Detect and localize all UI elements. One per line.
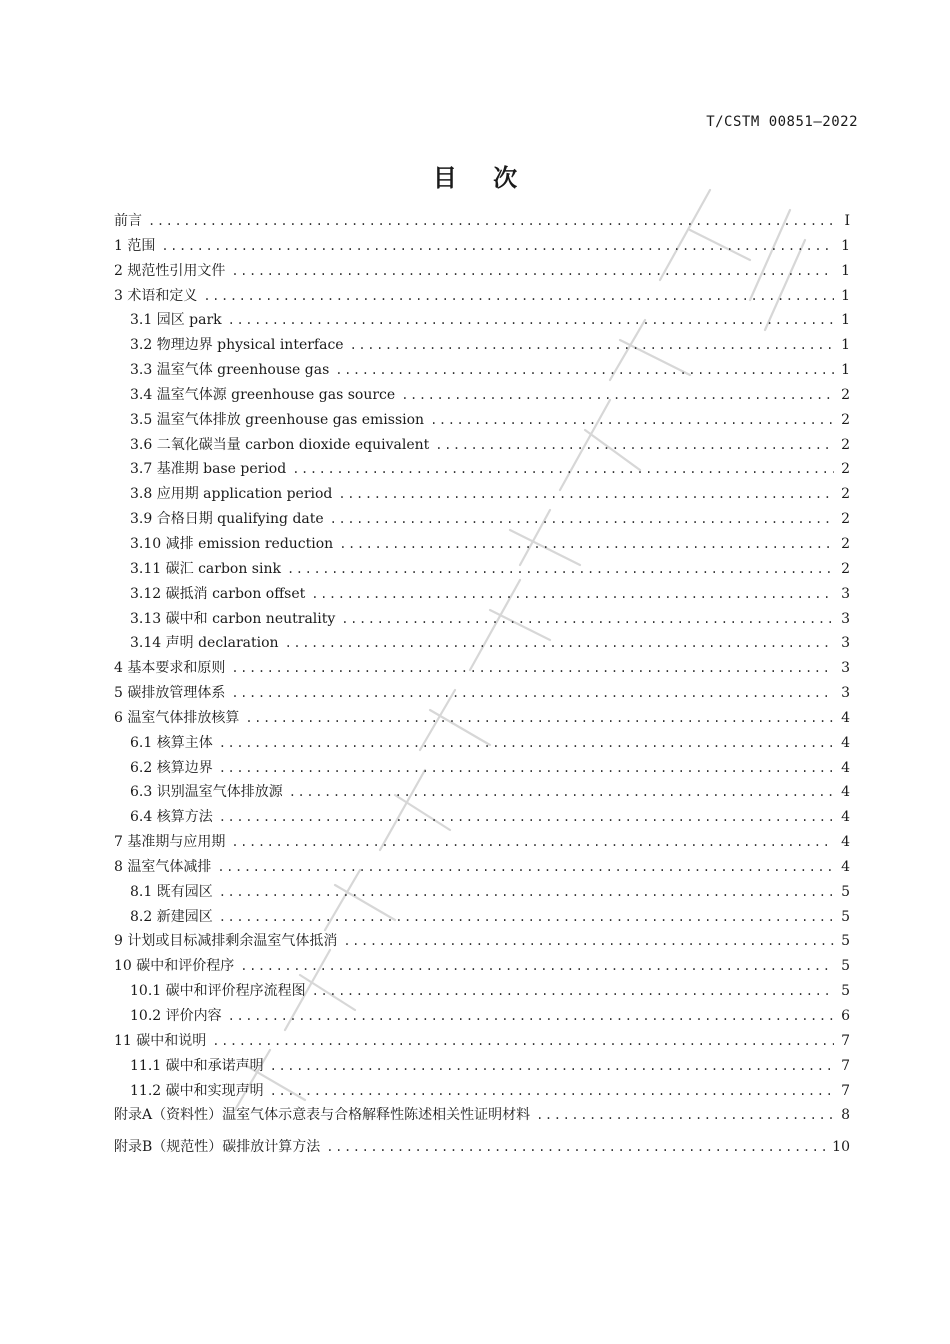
toc-dot-leader [292,457,834,482]
toc-page-number: 6 [841,1008,850,1024]
toc-dot-leader [219,731,834,756]
toc-entry[interactable] [114,457,850,482]
toc-page-number: 2 [841,461,850,478]
toc-entry-title: 3.2 物理边界 physical interface [130,337,344,354]
toc-entry-title: 3.12 碳抵消 carbon offset [130,585,306,602]
toc-dot-leader [270,1054,834,1079]
toc-entry-title: 6.2 核算边界 [130,759,213,776]
toc-entry-title: 2 规范性引用文件 [114,262,226,279]
toc-dot-leader [240,954,834,979]
document-code: T/CSTM 00851—2022 [706,114,858,130]
toc-page-number: 2 [841,511,850,528]
toc-entry[interactable] [114,855,850,880]
toc-entry[interactable] [114,954,850,979]
toc-entry[interactable] [114,1103,850,1128]
toc-dot-leader [228,308,834,333]
toc-dot-leader [231,259,834,284]
toc-entry[interactable] [114,433,850,458]
toc-entry-title: 3.4 温室气体源 greenhouse gas source [130,386,396,403]
toc-dot-leader [231,656,834,681]
toc-entry-title: 6.4 核算方法 [130,809,213,826]
toc-entry-title: 5 碳排放管理体系 [114,685,226,702]
toc-entry-title: 10.2 评价内容 [130,1008,222,1024]
toc-dot-leader [326,1135,826,1160]
toc-entry-title: 3.6 二氧化碳当量 carbon dioxide equivalent [130,436,430,453]
toc-page-number: 2 [841,535,850,552]
toc-dot-leader [341,607,834,632]
toc-page-number: 8 [841,1107,850,1124]
toc-dot-leader [219,805,834,830]
toc-entry-title: 3.3 温室气体 greenhouse gas [130,362,330,379]
toc-entry[interactable] [114,333,850,358]
toc-dot-leader [212,1029,834,1054]
toc-page-number: 4 [841,834,850,851]
toc-dot-leader [401,383,834,408]
toc-entry[interactable] [114,706,850,731]
toc-page-number: I [844,213,850,229]
toc-dot-leader [339,532,834,557]
toc-page-number: 1 [841,287,850,304]
toc-dot-leader [285,631,834,656]
toc-page-number: 3 [841,610,850,627]
toc-entry-title: 11 碳中和说明 [114,1032,207,1049]
toc-entry[interactable] [114,1004,850,1029]
toc-page-number: 1 [841,312,850,329]
toc-entry-title: 3.7 基准期 base period [130,461,287,478]
toc-page-number: 1 [841,337,850,354]
toc-page-number: 4 [841,709,850,726]
toc-entry[interactable] [114,209,850,234]
toc-entry-title: 8 温室气体减排 [114,858,212,875]
toc-entry[interactable] [114,383,850,408]
toc-page-number: 5 [841,908,850,925]
toc-dot-leader [219,905,834,930]
toc-page-number: 5 [841,983,850,1000]
toc-entry-title: 8.1 既有园区 [130,883,213,900]
toc-dot-leader [228,1004,834,1029]
toc-entry-title: 11.1 碳中和承诺声明 [130,1057,264,1074]
toc-page-number: 2 [841,486,850,503]
toc-page-number: 3 [841,660,850,677]
toc-entry[interactable] [114,979,850,1004]
toc-dot-leader [311,582,834,607]
toc-entry[interactable] [114,308,850,333]
toc-entry[interactable] [114,756,850,781]
toc-page-number: 3 [841,585,850,602]
toc-page-number: 7 [841,1057,850,1074]
toc-entry-title: 10.1 碳中和评价程序流程图 [130,983,306,1000]
toc-entry[interactable] [114,482,850,507]
toc-entry[interactable] [114,656,850,681]
toc-dot-leader [270,1079,834,1104]
toc-entry[interactable] [114,607,850,632]
toc-entry-title: 3.14 声明 declaration [130,635,279,652]
toc-dot-leader [231,681,834,706]
toc-page-number: 7 [841,1082,850,1099]
toc-entry-title: 8.2 新建园区 [130,908,213,925]
toc-page-number: 2 [841,560,850,577]
toc-page-number: 4 [841,858,850,875]
toc-dot-leader [312,979,834,1004]
toc-entry[interactable] [114,408,850,433]
toc-dot-leader [217,855,834,880]
toc-entry-title: 3.11 碳汇 carbon sink [130,560,281,577]
toc-page-number: 5 [841,883,850,900]
toc-entry[interactable] [114,929,850,954]
toc-title: 目 次 [432,164,532,192]
toc-entry[interactable] [114,1054,850,1079]
toc-dot-leader [536,1103,834,1128]
toc-page-number: 4 [841,759,850,776]
toc-entry-title: 前言 [114,213,142,229]
toc-dot-leader [287,557,834,582]
toc-dot-leader [148,209,834,234]
toc-dot-leader [343,929,834,954]
toc-page-number: 4 [841,734,850,751]
toc-entry-title: 附录A（资料性）温室气体示意表与合格解释性陈述相关性证明材料 [114,1107,531,1124]
toc-page-number: 3 [841,685,850,702]
toc-entry[interactable] [114,805,850,830]
toc-entry-title: 11.2 碳中和实现声明 [130,1082,264,1099]
toc-dot-leader [330,507,834,532]
toc-entry[interactable] [114,1029,850,1054]
toc-entry[interactable] [114,681,850,706]
toc-entry[interactable] [114,507,850,532]
toc-entry[interactable] [114,1079,850,1104]
toc-page-number: 5 [841,933,850,950]
toc-entry[interactable] [114,880,850,905]
toc-entry-title: 1 范围 [114,237,156,254]
toc-entry-title: 10 碳中和评价程序 [114,958,235,975]
toc-entry-title: 3.5 温室气体排放 greenhouse gas emission [130,411,425,428]
toc-dot-leader [203,284,834,309]
toc-entry[interactable] [114,532,850,557]
toc-dot-leader [335,358,834,383]
toc-page-number: 5 [841,958,850,975]
toc-entry-title: 3 术语和定义 [114,287,198,304]
toc-dot-leader [219,880,834,905]
toc-dot-leader [430,408,834,433]
toc-dot-leader [435,433,834,458]
toc-entry[interactable] [114,234,850,259]
toc-page-number: 2 [841,436,850,453]
toc-entry[interactable] [114,631,850,656]
toc-dot-leader [231,830,834,855]
toc-dot-leader [245,706,834,731]
toc-page-number: 7 [841,1032,850,1049]
toc-entry[interactable] [114,259,850,284]
toc-entry-title: 3.8 应用期 application period [130,486,333,503]
toc-dot-leader [338,482,834,507]
toc-entry[interactable] [114,780,850,805]
toc-entry[interactable] [114,731,850,756]
toc-entry[interactable] [114,1135,850,1160]
toc-entry-title: 附录B（规范性）碳排放计算方法 [114,1139,321,1156]
toc-entry[interactable] [114,905,850,930]
toc-page-number: 4 [841,809,850,826]
toc-page-number: 4 [841,784,850,801]
toc-dot-leader [350,333,834,358]
toc-page-number: 2 [841,411,850,428]
toc-entry[interactable] [114,284,850,309]
toc-entry-title: 3.13 碳中和 carbon neutrality [130,610,336,627]
toc-entry-title: 3.1 园区 park [130,312,222,329]
toc-entry[interactable] [114,358,850,383]
toc-entry-title: 3.10 减排 emission reduction [130,535,334,552]
toc-entry-title: 6.1 核算主体 [130,734,213,751]
toc-page-number: 3 [841,635,850,652]
toc-entry[interactable] [114,830,850,855]
toc-entry[interactable] [114,582,850,607]
toc-page-number: 1 [841,362,850,379]
toc-entry[interactable] [114,557,850,582]
toc-dot-leader [219,756,834,781]
table-of-contents [114,209,850,1160]
toc-page-number: 2 [841,386,850,403]
toc-entry-title: 7 基准期与应用期 [114,834,226,851]
toc-entry-title: 6.3 识别温室气体排放源 [130,784,283,801]
toc-dot-leader [161,234,834,259]
toc-page-number: 1 [841,237,850,254]
toc-entry-title: 4 基本要求和原则 [114,660,226,677]
toc-dot-leader [289,780,834,805]
toc-page-number: 10 [832,1139,850,1156]
toc-entry-title: 6 温室气体排放核算 [114,709,240,726]
toc-entry-title: 3.9 合格日期 qualifying date [130,511,324,528]
toc-entry-title: 9 计划或目标减排剩余温室气体抵消 [114,933,338,950]
toc-page-number: 1 [841,262,850,279]
